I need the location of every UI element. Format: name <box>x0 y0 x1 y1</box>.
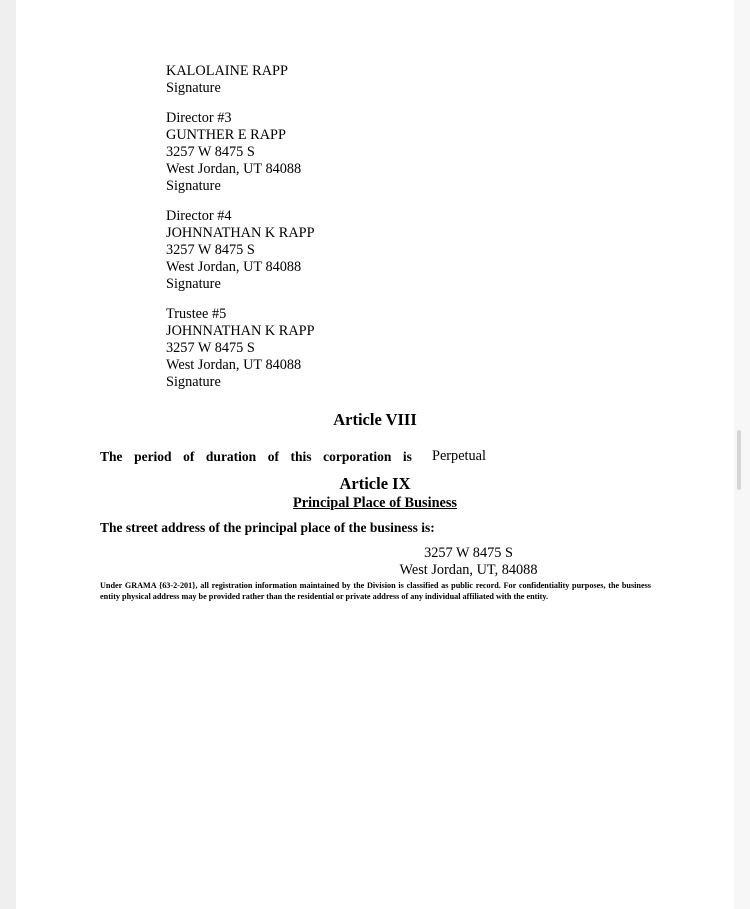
article-viii-title: Article VIII <box>333 410 417 429</box>
signature-block-trustee-5 <box>166 306 315 391</box>
business-street-address: 3257 W 8475 S <box>424 545 513 561</box>
city-state-zip: West Jordan, UT 84088 <box>166 161 302 177</box>
duration-word: duration <box>205 449 257 464</box>
street-address: 3257 W 8475 S <box>166 340 255 356</box>
duration-statement <box>100 448 412 465</box>
article-ix-title: Article IX <box>339 474 411 493</box>
role-label: Director #4 <box>166 208 232 224</box>
principal-address-statement: The street address of the principal place of the business is: <box>100 520 435 535</box>
duration-word: corporation <box>323 449 392 464</box>
street-address: 3257 W 8475 S <box>166 144 255 160</box>
signer-name: GUNTHER E RAPP <box>166 127 286 143</box>
signer-name: JOHNNATHAN K RAPP <box>166 323 315 339</box>
signature-label: Signature <box>166 276 221 292</box>
duration-word: period <box>134 449 172 464</box>
city-state-zip: West Jordan, UT 84088 <box>166 357 302 373</box>
city-state-zip: West Jordan, UT 84088 <box>166 259 302 275</box>
signature-block-1 <box>166 63 288 97</box>
street-address: 3257 W 8475 S <box>166 242 255 258</box>
business-city-state-zip: West Jordan, UT, 84088 <box>399 562 538 578</box>
duration-value: Perpetual <box>432 448 486 464</box>
role-label: Trustee #5 <box>166 306 227 322</box>
duration-word: is <box>402 449 412 464</box>
signer-name: KALOLAINE RAPP <box>166 63 288 79</box>
duration-word: this <box>290 449 312 464</box>
signer-name: JOHNNATHAN K RAPP <box>166 225 315 241</box>
signature-label: Signature <box>166 178 221 194</box>
principal-place-subtitle: Principal Place of Business <box>292 495 458 511</box>
signature-label: Signature <box>166 374 221 390</box>
duration-word: of <box>183 449 195 464</box>
role-label: Director #3 <box>166 110 232 126</box>
signature-block-director-4 <box>166 208 315 293</box>
duration-word: of <box>267 449 279 464</box>
signature-label: Signature <box>166 80 221 96</box>
duration-word: The <box>100 449 123 464</box>
grama-notice: Under GRAMA {63-2-201}, all registration information maintained by the Division is classified as public record. For confidentiality purposes, the business entity physical address may be provided rather than the residential or private address of any individual affiliated with the entity. <box>100 581 651 601</box>
signature-block-director-3 <box>166 110 301 195</box>
